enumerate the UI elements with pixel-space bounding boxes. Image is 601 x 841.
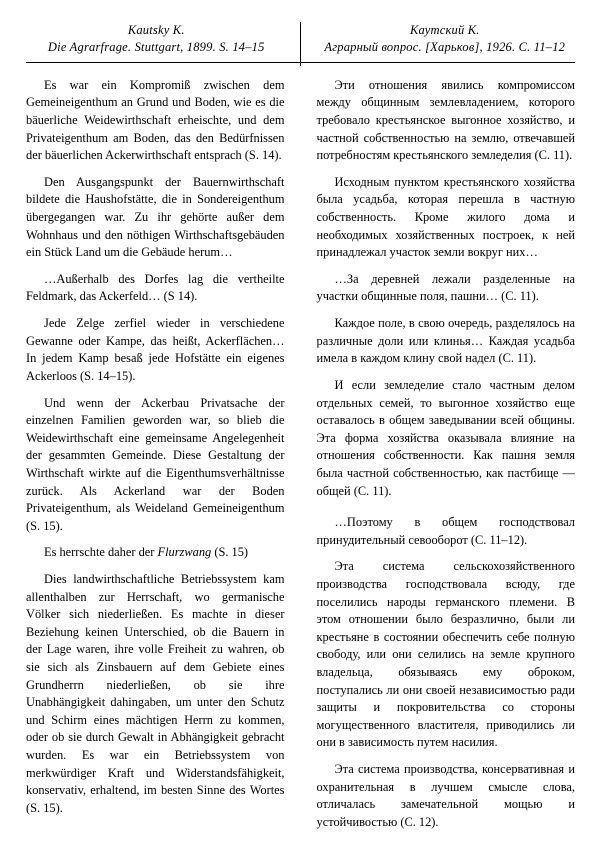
- header-left-reference: Die Agrarfrage. Stuttgart, 1899. S. 14–15: [47, 39, 265, 54]
- paragraph: …Поэтому в общем господствовал принудительный севооборот (С. 11–12).: [316, 515, 575, 547]
- paragraph: И если земледелие стало частным делом отдельных семей, то выгонное хозяйство еще оставалось в общем заведывании всей общины. Эта форма хозяйства оказывала влияние на отношения собственности. Как пашня земля была частной собственностью, как пастбище — общей (С. 11).: [316, 377, 575, 498]
- paragraph: Каждое поле, в свою очередь, разделялось на различные доли или клинья… Каждая усадьба имела в каждом клину свой надел (С. 11).: [316, 316, 575, 366]
- paragraph: …За деревней лежали разделенные на участки общинные поля, пашни… (С. 11).: [316, 271, 575, 304]
- flurzwang-citation: (S. 15): [211, 545, 249, 560]
- header-right: [301, 22, 576, 56]
- paragraph: Den Ausgangspunkt der Bauernwirthschaft bildete die Haushofstätte, die in Sondereigenthum übergegangen war. Zu ihr gehörte außer dem Wohnhaus und den nöthigen Wirthschaftsgebäuden ein Stück Land um die Gebäude herum…: [26, 174, 285, 260]
- header-left-author: Kautsky K.: [127, 23, 185, 37]
- paragraph: Эта система сельскохозяйственного производства господствовала всюду, где поселились народы германского племени. В этом отношении было безразлично, были ли крестьяне в состоянии обеспечить себе полную свободу, или они селились на земле крупного владельца, обязываясь ему оброком, поступались ли они своей независимостью ради защиты и покровительства со стороны могущественного властителя, приводились ли они в зависимость путем насилия.: [316, 559, 575, 750]
- paragraph: Эта система производства, консервативная и охранительная в лучшем смысле слова, отличалась замечательной мощью и устойчивостью (С. 12).: [316, 762, 575, 829]
- paragraph: Эти отношения явились компромиссом между общинным землевладением, которого требовало крестьянское выгонное хозяйство, и частной собственностью на землю, отвечавшей потребностям крестьянского земледелия (С. 11).: [316, 77, 575, 163]
- header-right-author: Каутский К.: [409, 23, 480, 37]
- flurzwang-term: Flurzwang: [157, 545, 212, 560]
- paragraph: …Außerhalb des Dorfes lag die vertheilte Feldmark, das Ackerfeld… (S 14).: [26, 271, 285, 304]
- paragraph: Исходным пунктом крестьянского хозяйства была усадьба, которая перешла в частную собственность. Кроме жилого дома и необходимых хозяйственных построек, к ней принадлежал участок земли вокруг них…: [316, 174, 575, 260]
- header-vertical-divider: [300, 22, 301, 66]
- column-russian: [301, 77, 576, 841]
- paragraph: Jede Zelge zerfiel wieder in verschiedene Gewanne oder Kampe, das heißt, Ackerflächen… In jedem Kamp besaß jede Hofstätte ein eigenes Ackerloos (S. 14–15).: [26, 316, 285, 383]
- paragraph: Dies landwirthschaftliche Betriebssystem kam allenthalben zur Herrschaft, wo germanische Völker sich niederließen. Es machte in dieser Beziehung keinen Unterschied, ob die Bauern in der Lage waren, ihre volle Freiheit zu wahren, ob sie sich als Zinsbauern auf dem Gebiete eines Grundherrn niederließen, ob sie ihre Unabhängigkeit dahingaben, um unter den Schutz und Schirm eines mächtigen Herrn zu kommen, oder ob sie durch Gewalt in Abhängigkeit gebracht wurden. Es war ein Betriebssystem von merkwürdiger Kraft und Widerstandsfähigkeit, konservativ, erhaltend, im besten Sinne des Wortes (S. 15).: [26, 571, 285, 815]
- paragraph: Es war ein Kompromiß zwischen dem Gemeineigenthum an Grund und Boden, wie es die bäuerliche Weidewirthschaft erheischte, und dem Privateigenthum am Boden, das den Bedürfnissen der bäuerlichen Ackerwirthschaft entsprach (S. 14).: [26, 77, 285, 163]
- text-columns: [26, 77, 575, 841]
- paragraph-flurzwang-lead: Es herrschte daher der: [44, 545, 158, 560]
- column-german: [26, 77, 301, 841]
- paragraph-flurzwang: [26, 544, 285, 562]
- header-right-reference: Аграрный вопрос. [Харьков], 1926. С. 11–12: [324, 39, 566, 54]
- header-left: [26, 22, 301, 56]
- paragraph: Und wenn der Ackerbau Privatsache der einzelnen Familien geworden war, so blieb die Weidewirthschaft eine gemeinsame Angelegenheit der gesammten Gemeinde. Diese Gestaltung der Wirthschaft wirkte auf die Eigenthumsverhältnisse zurück. Als Ackerland war der Boden Privateigenthum, als Weideland Gemeineigenthum (S. 15).: [26, 395, 285, 533]
